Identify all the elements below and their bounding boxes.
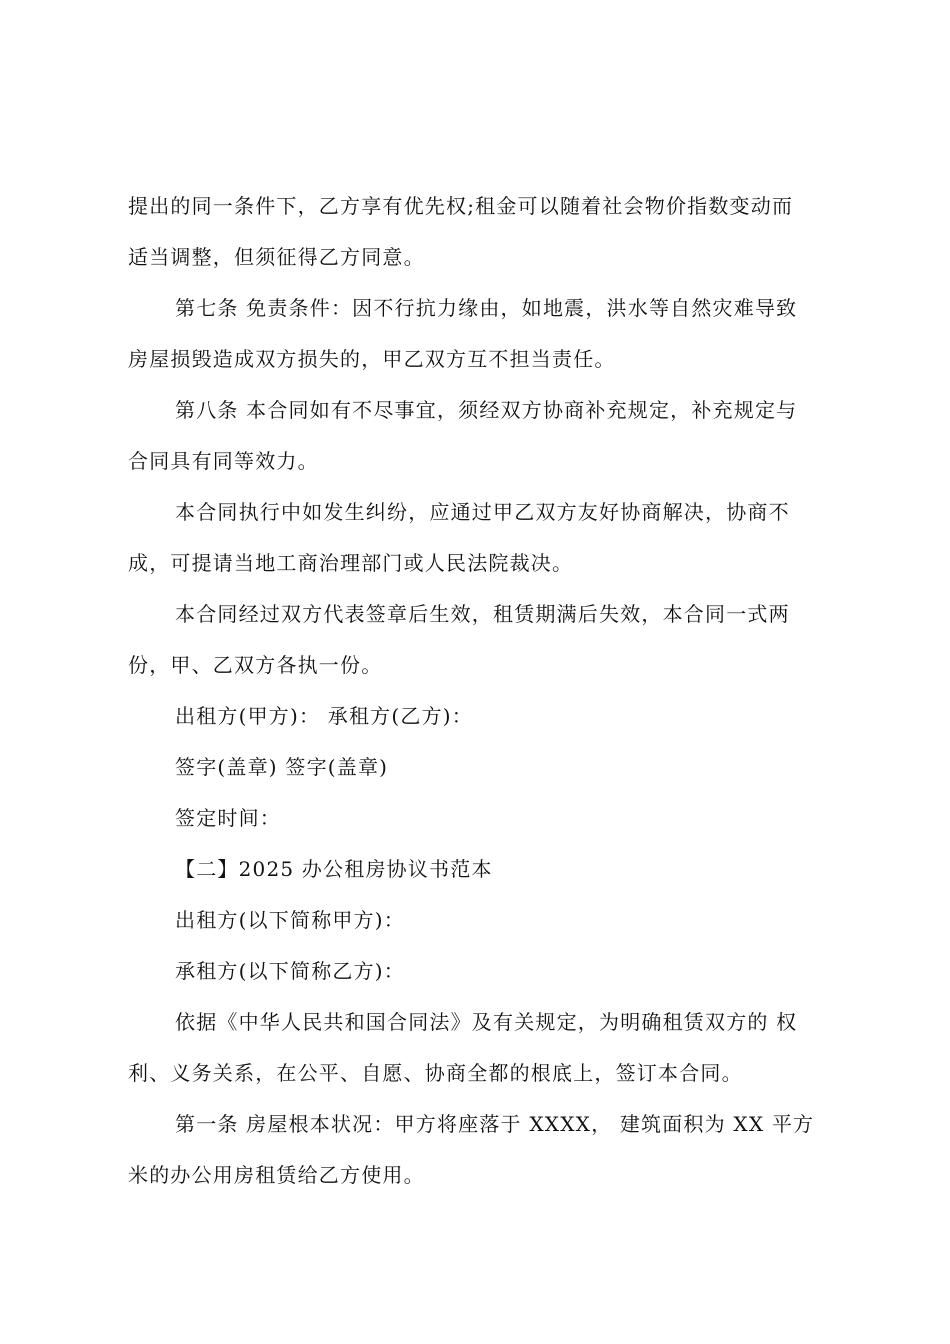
lessee-line: 承租方(以下简称乙方)：	[175, 959, 406, 983]
lessor-line: 出租方(以下简称甲方)：	[175, 908, 406, 932]
paragraph-line: 提出的同一条件下，乙方享有优先权;租金可以随着社会物价指数变动而	[128, 194, 794, 218]
paragraph-line: 利、义务关系，在公平、自愿、协商全都的根底上，签订本合同。	[128, 1061, 743, 1085]
paragraph-line: 份，甲、乙双方各执一份。	[128, 653, 383, 677]
party-signature-line: 出租方(甲方)： 承租方(乙方)：	[175, 704, 473, 728]
paragraph-line: 本合同经过双方代表签章后生效，租赁期满后失效，本合同一式两	[175, 602, 790, 626]
section-title: 【二】2025 办公租房协议书范本	[175, 857, 493, 881]
paragraph-line: 成，可提请当地工商治理部门或人民法院裁决。	[128, 551, 574, 575]
article-7-heading-line: 第七条 免责条件：因不行抗力缘由，如地震，洪水等自然灾难导致	[175, 296, 798, 320]
paragraph-line: 米的办公用房租赁给乙方使用。	[128, 1163, 425, 1187]
paragraph-line: 房屋损毁造成双方损失的，甲乙双方互不担当责任。	[128, 347, 616, 371]
paragraph-line: 本合同执行中如发生纠纷，应通过甲乙双方友好协商解决，协商不	[175, 500, 790, 524]
signing-date-line: 签定时间：	[175, 806, 281, 830]
paragraph-line: 合同具有同等效力。	[128, 449, 319, 473]
article-8-heading-line: 第八条 本合同如有不尽事宜，须经双方协商补充规定，补充规定与	[175, 398, 798, 422]
signature-stamp-line: 签字(盖章) 签字(盖章)	[175, 755, 389, 779]
paragraph-line: 依据《中华人民共和国合同法》及有关规定，为明确租赁双方的 权	[175, 1010, 798, 1034]
article-1-heading-line: 第一条 房屋根本状况：甲方将座落于 XXXX， 建筑面积为 XX 平方	[175, 1112, 815, 1136]
paragraph-line: 适当调整，但须征得乙方同意。	[128, 245, 425, 269]
